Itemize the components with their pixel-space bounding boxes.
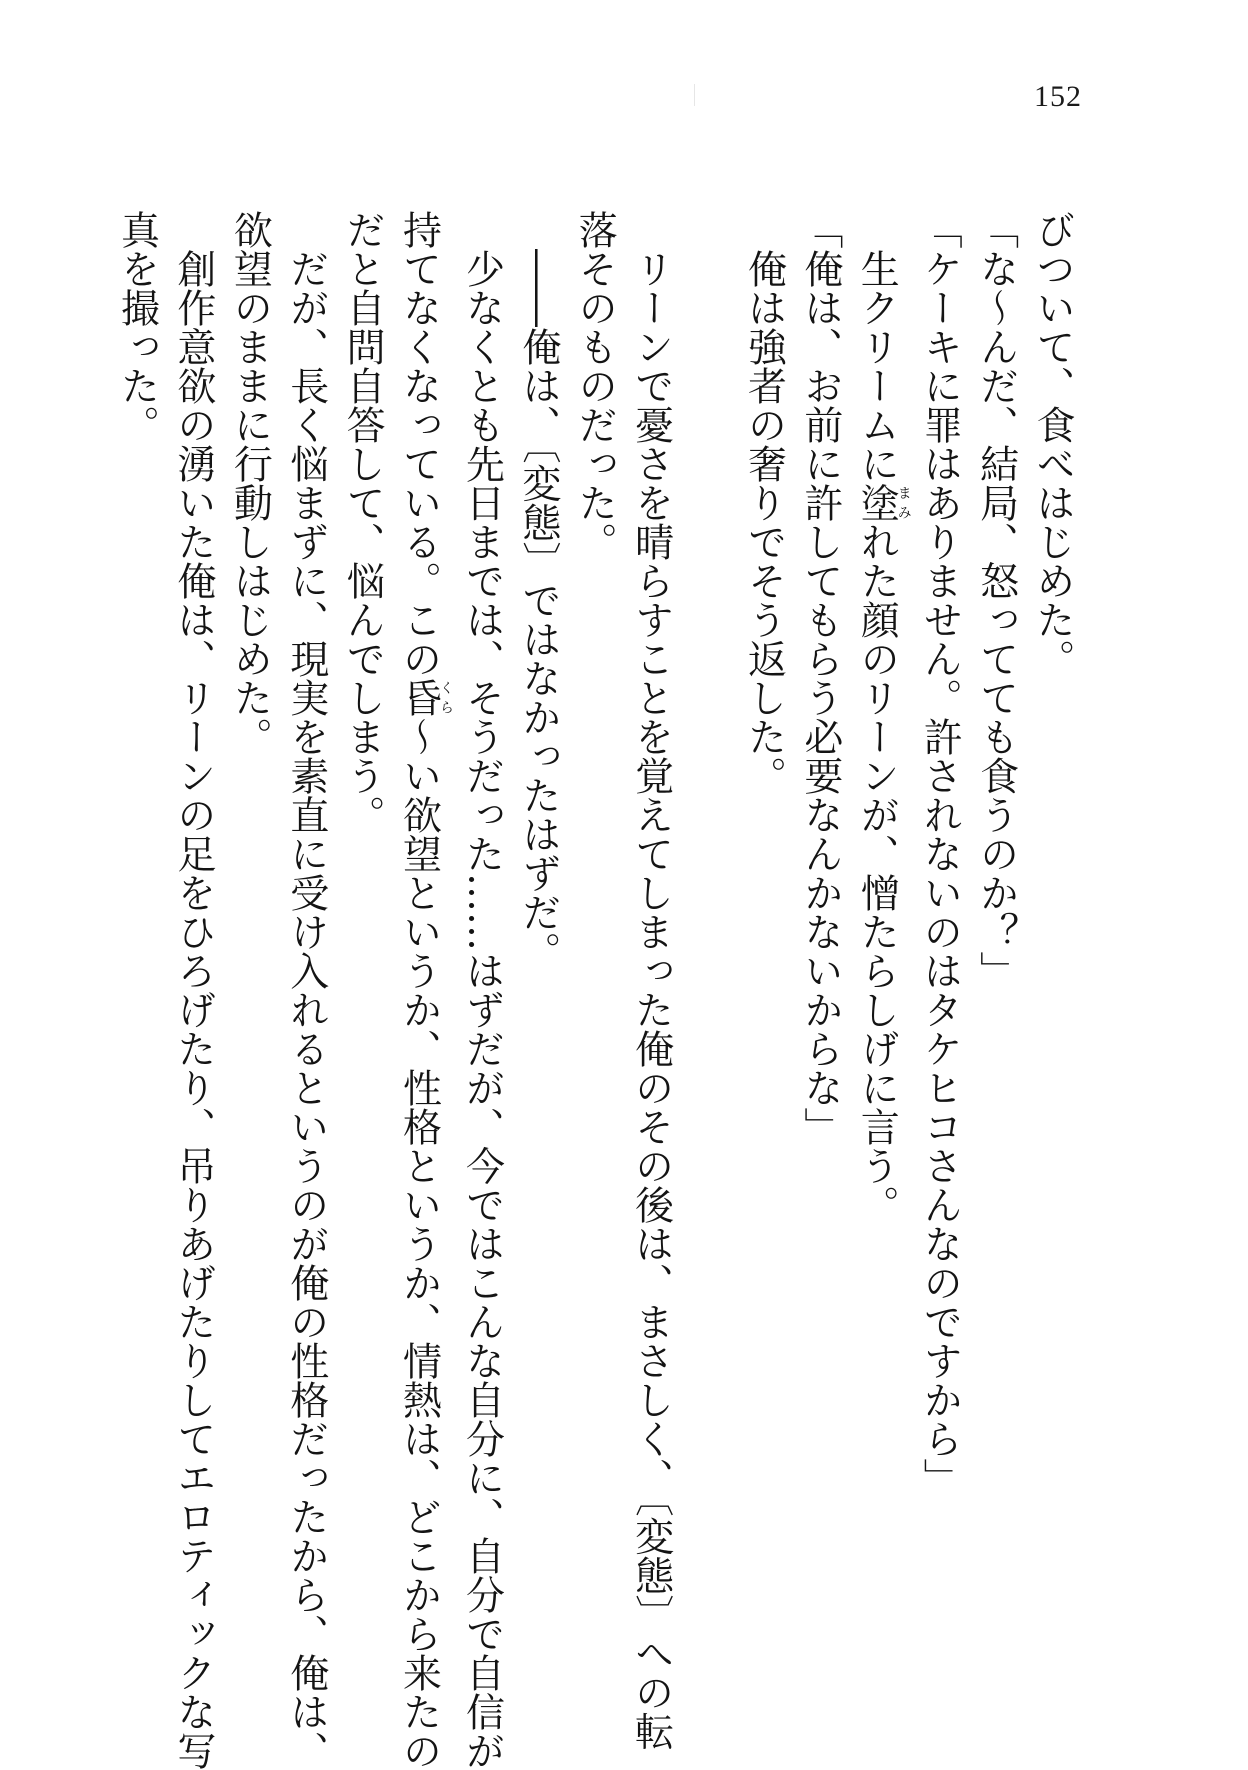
text-line: 「ケーキに罪はありません。許されないのはタケヒコさんなのですから」 — [917, 210, 963, 1497]
text-line: 創作意欲の湧いた俺は、リーンの足をひろげたり、吊りあげたりしてエロティックな写 — [170, 249, 216, 1770]
text-line: 落そのものだった。 — [572, 210, 618, 561]
text-segment: れた顔のリーンが、憎たらしげに言う。 — [854, 522, 900, 1224]
text-line-with-ruby — [848, 210, 911, 1690]
text-line: だが、長く悩まずに、現実を素直に受け入れるというのが俺の性格だったから、俺は、 — [283, 249, 329, 1770]
text-line: 欲望のままに行動しはじめた。 — [227, 210, 273, 756]
page-margin-mark — [694, 84, 695, 106]
text-line: 「俺は、お前に許してもらう必要なんかないからな」 — [797, 210, 843, 1146]
text-line: 少なくとも先日までは、そうだった……はずだが、今ではこんな自分に、自分で自信が — [459, 249, 505, 1770]
vertical-body-text — [114, 210, 1080, 1770]
ruby-base: 塗 — [854, 483, 900, 522]
text-line: 「な～んだ、結局、怒ってても食うのか？」 — [973, 210, 1019, 990]
page-number: 152 — [1034, 80, 1082, 113]
text-line: びついて、食べはじめた。 — [1030, 210, 1075, 678]
ruby-reading: まみ — [895, 483, 912, 522]
text-segment: ～い欲望というか、性格というか、情熱は、どこから来たの — [396, 717, 442, 1770]
text-line: リーンで憂さを晴らすことを覚えてしまった俺のその後は、まさしく、〔変態〕への転 — [628, 249, 674, 1751]
ruby-word — [854, 483, 912, 522]
text-line: だと自問自答して、悩んでしまう。 — [340, 210, 386, 834]
text-segment: 生クリームに — [854, 210, 900, 483]
text-line: 真を撮った。 — [114, 210, 160, 444]
text-segment: 持てなくなっている。この — [396, 210, 442, 678]
text-line: 俺は強者の奢りでそう返した。 — [741, 249, 787, 795]
ruby-word — [396, 678, 455, 717]
text-line: ――俺は、〔変態〕ではなかったはずだ。 — [515, 249, 561, 971]
blank-line — [679, 210, 735, 1690]
text-line-with-ruby — [390, 210, 455, 1770]
ruby-reading: くら — [438, 678, 455, 717]
ruby-base: 昏 — [396, 678, 442, 717]
